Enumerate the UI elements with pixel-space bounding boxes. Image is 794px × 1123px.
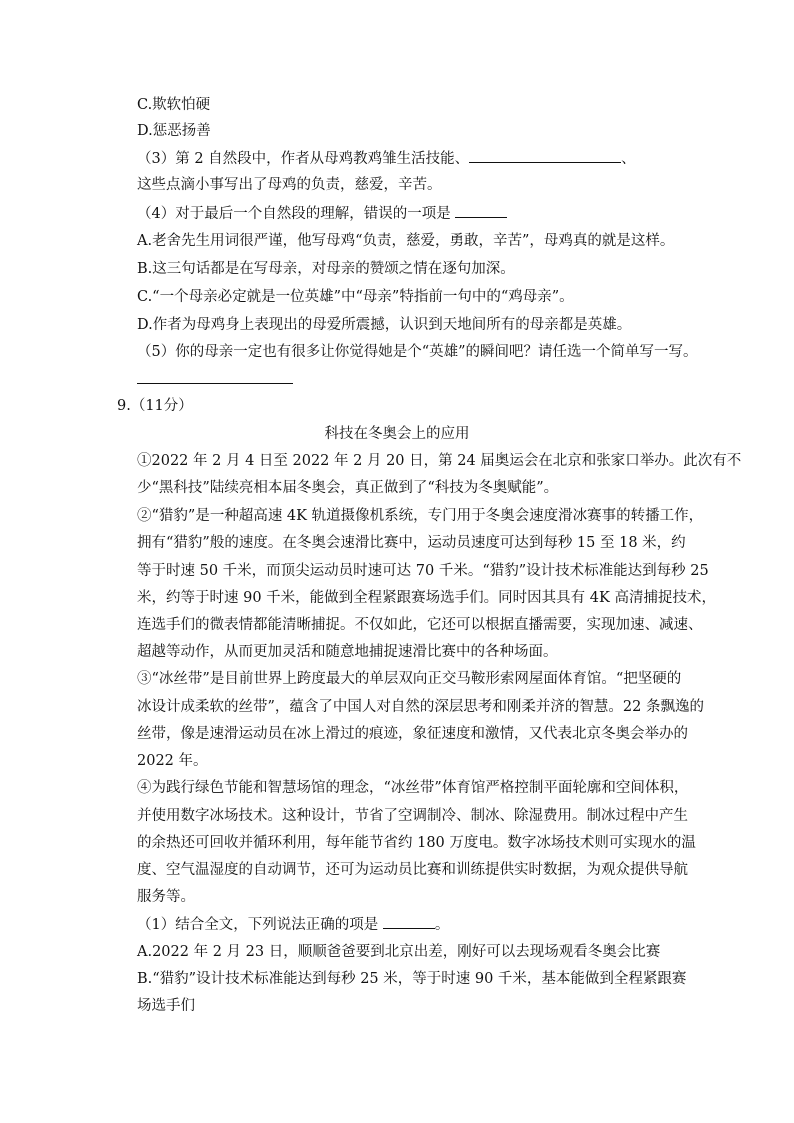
passage-line: 度、空气温湿度的自动调节，还可为运动员比赛和训练提供实时数据，为观众提供导航 (137, 862, 688, 878)
passage-line: 冰设计成柔软的丝带”，蕴含了中国人对自然的深层思考和刚柔并济的智慧。22 条飘逸的 (137, 699, 704, 715)
passage-line: 等于时速 50 千米，而顶尖运动员时速可达 70 千米。“猎豹”设计技术标准能达到每秒 25 (137, 563, 709, 579)
q9-1-stem: （1）结合全文，下列说法正确的项是 (137, 917, 379, 933)
passage-line: 服务等。 (137, 889, 195, 905)
q9-1-option-a: A.2022 年 2 月 23 日，顺顺爸爸要到北京出差，刚好可以去现场观看冬奥会比赛 (137, 944, 661, 960)
q4-option-b: B.这三句话都是在写母亲，对母亲的赞颂之情在逐句加深。 (137, 261, 515, 277)
passage-line: 丝带，像是速滑运动员在冰上滑过的痕迹，象征速度和激情，又代表北京冬奥会举办的 (137, 726, 688, 742)
q3-stem: （3）第 2 自然段中，作者从母鸡教鸡雏生活技能、 (137, 151, 470, 167)
q9-1-stem-line (137, 914, 449, 935)
q3-answer-blank[interactable] (469, 148, 621, 163)
option-c: C.欺软怕硬 (137, 97, 211, 113)
passage-line: 的余热还可回收并循环利用，每年能节省约 180 万度电。数字冰场技术则可实现水的温 (137, 835, 696, 851)
passage-line: ③“冰丝带”是目前世界上跨度最大的单层双向正交马鞍形索网屋面体育馆。“把坚硬的 (137, 671, 682, 687)
passage-line: 拥有“猎豹”般的速度。在冬奥会速滑比赛中，运动员速度可达到每秒 15 至 18 米，约 (137, 535, 686, 551)
q4-stem: （4）对于最后一个自然段的理解，错误的一项是 (137, 206, 451, 222)
passage-line: 超越等动作，从而更加灵活和随意地捕捉速滑比赛中的各种场面。 (137, 644, 558, 660)
q3-sep: 、 (621, 151, 636, 167)
passage-line: ①2022 年 2 月 4 日至 2022 年 2 月 20 日，第 24 届奥运会在北京和张家口举办。此次有不 (137, 453, 742, 469)
passage-line: 并使用数字冰场技术。这种设计，节省了空调制冷、制冰、除湿费用。制冰过程中产生 (137, 808, 688, 824)
passage-line: 2022 年。 (137, 753, 208, 769)
q9-1-option-b-cont: 场选手们 (137, 998, 195, 1014)
q4-option-c: C.“一个母亲必定就是一位英雄”中“母亲”特指前一句中的“鸡母亲”。 (137, 289, 574, 305)
q9-1-answer-blank[interactable] (383, 914, 435, 929)
q9-1-option-b: B.“猎豹”设计技术标准能达到每秒 25 米，等于时速 90 千米，基本能做到全程紧跟赛 (137, 971, 687, 987)
q4-answer-blank[interactable] (455, 203, 507, 218)
passage-line: 米，约等于时速 90 千米，能做到全程紧跟赛场选手们。同时因其具有 4K 高清捕捉技术， (137, 590, 716, 606)
q9-number: 9.（11分） (117, 398, 193, 414)
option-d: D.惩恶扬善 (137, 123, 211, 139)
passage-line: ②“猎豹”是一种超高速 4K 轨道摄像机系统，专门用于冬奥会速度滑冰赛事的转播工作， (137, 508, 704, 524)
passage-line: ④为践行绿色节能和智慧场馆的理念，“冰丝带”体育馆严格控制平面轮廓和空间体积， (137, 780, 689, 796)
passage-line: 连选手们的微表情都能清晰捕捉。不仅如此，它还可以根据直播需要，实现加速、减速、 (137, 617, 703, 633)
passage-line: 少“黑科技”陆续亮相本届冬奥会，真正做到了“科技为冬奥赋能”。 (137, 480, 559, 496)
q9-1-end: 。 (434, 917, 450, 933)
q5-stem: （5）你的母亲一定也有很多让你觉得她是个“英雄”的瞬间吧？请任选一个简单写一写。 (137, 344, 698, 360)
q5-answer-line[interactable] (137, 383, 293, 384)
q3-line2: 这些点滴小事写出了母鸡的负责，慈爱，辛苦。 (137, 177, 442, 193)
passage-title: 科技在冬奥会上的应用 (324, 426, 470, 442)
q3-line1 (137, 148, 636, 169)
q4-stem-line (137, 203, 507, 224)
q4-option-d: D.作者为母鸡身上表现出的母爱所震撼，认识到天地间所有的母亲都是英雄。 (137, 317, 632, 333)
q4-option-a: A.老舍先生用词很严谨，他写母鸡“负责，慈爱，勇敢，辛苦”，母鸡真的就是这样。 (137, 233, 675, 249)
